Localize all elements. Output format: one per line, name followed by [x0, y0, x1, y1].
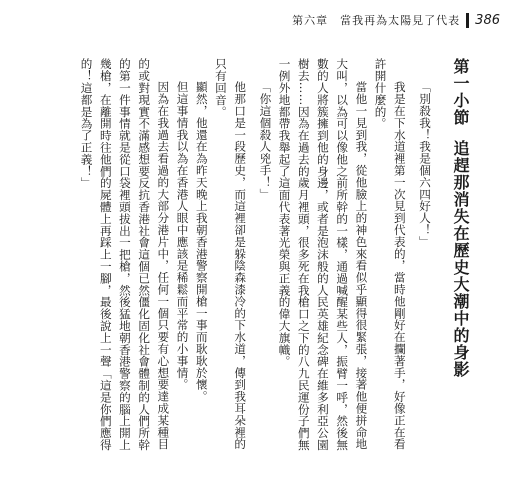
page-number: 386 — [475, 12, 500, 28]
paragraph-4: 「你這個殺人兇手！」 — [258, 81, 273, 201]
paragraph-7: 但這事情我以為在香港人眼中應該是稀鬆而平常的小事情。 — [175, 81, 190, 391]
heading-spacer — [448, 126, 472, 140]
header-divider — [466, 13, 469, 28]
chapter-title: 第六章 當我再為太陽見了代表 — [292, 14, 461, 27]
section-heading — [448, 58, 472, 458]
paragraph-1: 「別殺我！我是個六四好人！」 — [418, 81, 432, 248]
paragraph-8: 因為在我過去看過的大部分港片中，任何一個只要有心想要達成某種目的或對現實不滿感想要反抗香港社會這個已然僵化固化社會體制的人們所幹的第一件事情就是從口袋裡頭拔出一把槍，然後猛地朝香港警察的腦上開上幾槍，在離開時往他們的屍體上再踩上一腳，最後說上一聲「這是你們應得的！這都是為了正義！」 — [79, 58, 171, 451]
paragraph-2: 我是在下水道裡第一次見到代表的，當時他剛好在攔著手，好像正在看許開什麼的。 — [373, 58, 407, 451]
paragraph-3: 當他一見到我，從他臉上的神色來看似乎顯得很緊張，接著他便拼命地大叫，以為可以像他之前所幹的一樣，通過喊醒某些人，振臂一呼，然後無數的人將簇擁到他的身邊，或者是泡沫般的人民英雄紀念碑在維多利亞公園樹去……因為在過去的歲月裡頭，很多死在我槍口之下的八九民運份子們無一例外地都帶我舉起了這面代表著光榮與正義的偉大旗幟。 — [277, 58, 369, 451]
running-header — [292, 8, 500, 32]
section-title: 追趕那消失在歷史大潮中的身影 — [451, 140, 470, 378]
paragraph-6: 顯然，他還在為昨天晚上我朝香港警察開槍一事而耿耿於懷。 — [194, 81, 209, 403]
page-body — [42, 58, 472, 458]
section-label: 第一小節 — [451, 58, 470, 126]
paragraph-5: 他那口是一段歷史，而這裡卻是躲陰森漆冷的下水道，傳到我耳朵裡的只有回音。 — [213, 58, 248, 451]
